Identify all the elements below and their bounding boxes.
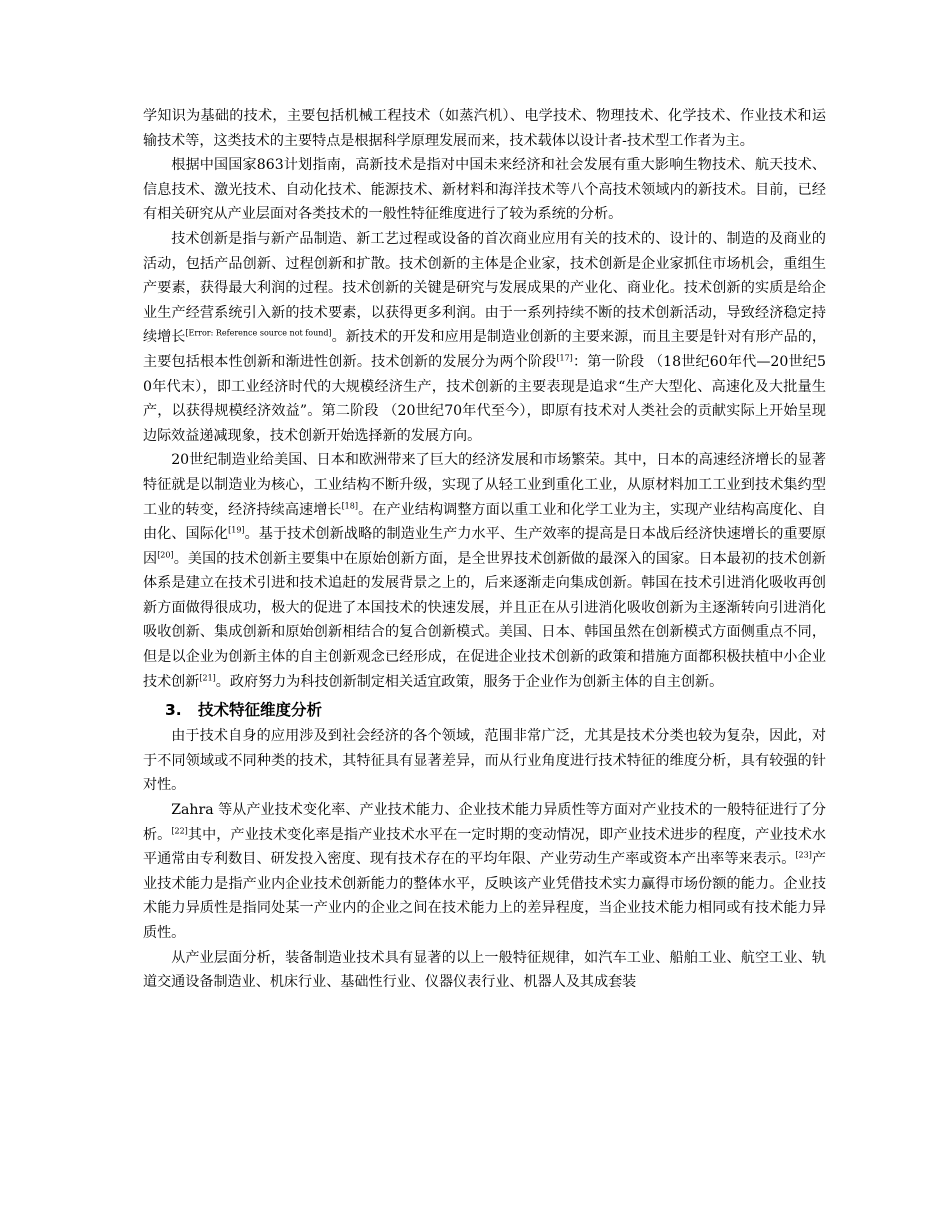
citation-23: [23] <box>795 850 812 860</box>
paragraph-manufacturing <box>143 448 826 694</box>
citation-19: [19] <box>228 525 245 535</box>
text-segment: 。在产业结构调整方面以重工业和化学工业为主，实现产业结构高度化、自由化、国际化 <box>143 501 827 543</box>
citation-22: [22] <box>171 826 188 836</box>
text-segment: Zahra 等从产业技术变化率、产业技术能力、企业技术能力异质性等方面对产业技术的一般特征进行了分析。 <box>143 802 826 843</box>
text-segment: ：第一阶段 （18世纪60年代—20世纪50年代末），即工业经济时代的大规模经济生产，技术创新的主要表现是追求“生产大型化、高速化及大批量生产，以获得规模经济效益”。第二阶段 （20世纪70年代至今），即原有技术对人类社会的贡献实际上开始呈现边际效益递减现象，技术创新开始选择新的发展方向。 <box>143 353 826 444</box>
text-segment: 。美国的技术创新主要集中在原始创新方面，是全世界技术创新做的最深入的国家。日本最初的技术创新体系是建立在技术引进和技术追赶的发展背景之上的，后来逐渐走向集成创新。韩国在技术引进消化吸收再创新方面做得很成功，极大的促进了本国技术的快速发展，并且正在从引进消化吸收创新为主逐渐转向引进消化吸收创新、集成创新和原始创新相结合的复合创新模式。美国、日本、韩国虽然在创新模式方面侧重点不同，但是以企业为创新主体的自主创新观念已经形成，在促进企业技术创新的政策和措施方面都积极扶植中小企业技术创新 <box>143 550 827 690</box>
citation-20: [20] <box>157 550 174 560</box>
text-segment: 其中，产业技术变化率是指产业技术水平在一定时期的变动情况，即产业技术进步的程度，产业技术水平通常由专利数目、研发投入密度、现有技术存在的平均年限、产业劳动生产率或资本产出率等来表示。 <box>143 826 827 868</box>
paragraph-tech-innovation <box>143 227 826 448</box>
text-segment: 。基于技术创新战略的制造业生产力水平、生产效率的提高是日本战后经济快速增长的重要原因 <box>143 526 827 567</box>
section-title: 技术特征维度分析 <box>198 701 323 720</box>
section-heading <box>143 699 826 721</box>
paragraph-high-tech: 根据中国国家863计划指南，高新技术是指对中国未来经济和社会发展有重大影响生物技术、航天技术、信息技术、激光技术、自动化技术、能源技术、新材料和海洋技术等八个高技术领域内的新技术。目前，已经有相关研究从产业层面对各类技术的一般性特征维度进行了较为系统的分析。 <box>143 157 826 223</box>
section-number: 3. <box>165 701 182 720</box>
text-segment: 。新技术的开发和应用是制造业创新的主要来源，而且主要是针对有形产品的，主要包括根本性创新和渐进性创新。技术创新的发展分为两个阶段 <box>143 329 826 370</box>
text-segment: 。政府努力为科技创新制定相关适宜政策，服务于企业作为创新主体的自主创新。 <box>215 673 724 690</box>
citation-18: [18] <box>341 500 358 510</box>
paragraph-tech-types: 学知识为基础的技术，主要包括机械工程技术（如蒸汽机）、电学技术、物理技术、化学技术、作业技术和运输技术等，这类技术的主要特点是根据科学原理发展而来，技术载体以设计者-技术型工作者为主。 <box>143 108 826 149</box>
citation-21: [21] <box>199 673 216 683</box>
paragraph-equipment-manufacturing: 从产业层面分析，装备制造业技术具有显著的以上一般特征规律，如汽车工业、船舶工业、航空工业、轨道交通设备制造业、机床行业、基础性行业、仪器仪表行业、机器人及其成套装 <box>143 949 826 991</box>
text-segment: 20世纪制造业给美国、日本和欧洲带来了巨大的经济发展和市场繁荣。其中，日本的高速经济增长的显著特征就是以制造业为核心，工业结构不断升级，实现了从轻工业到重化工业，从原材料加工工业到技术集约型工业的转变，经济持续高速增长 <box>143 452 826 518</box>
citation-17: [17] <box>556 353 573 363</box>
text-segment: 技术创新是指与新产品制造、新工艺过程或设备的首次商业应用有关的技术的、设计的、制造的及商业的活动，包括产品创新、过程创新和扩散。技术创新的主体是企业家，技术创新是企业家抓住市场机会，重组生产要素，获得最大利润的过程。技术创新的关键是研究与发展成果的产业化、商业化。技术创新的实质是给企业生产经营系统引入新的技术要素，以获得更多利润。由于一系列持续不断的技术创新活动，导致经济稳定持续增长 <box>143 230 826 346</box>
text-segment: 产业技术能力是指产业内企业技术创新能力的整体水平，反映该产业凭借技术实力赢得市场份额的能力。企业技术能力异质性是指同处某一产业内的企业之间在技术能力上的差异程度，当企业技术能力相同或有技术能力异质性。 <box>143 851 826 941</box>
paragraph-zahra <box>143 798 826 946</box>
paragraph-dimension-analysis: 由于技术自身的应用涉及到社会经济的各个领域，范围非常广泛，尤其是技术分类也较为复杂，因此，对于不同领域或不同种类的技术，其特征具有显著差异，而从行业角度进行技术特征的维度分析，具有较强的针对性。 <box>143 728 826 794</box>
citation-error: [Error: Reference source not found] <box>185 328 332 338</box>
document-page <box>143 104 826 995</box>
